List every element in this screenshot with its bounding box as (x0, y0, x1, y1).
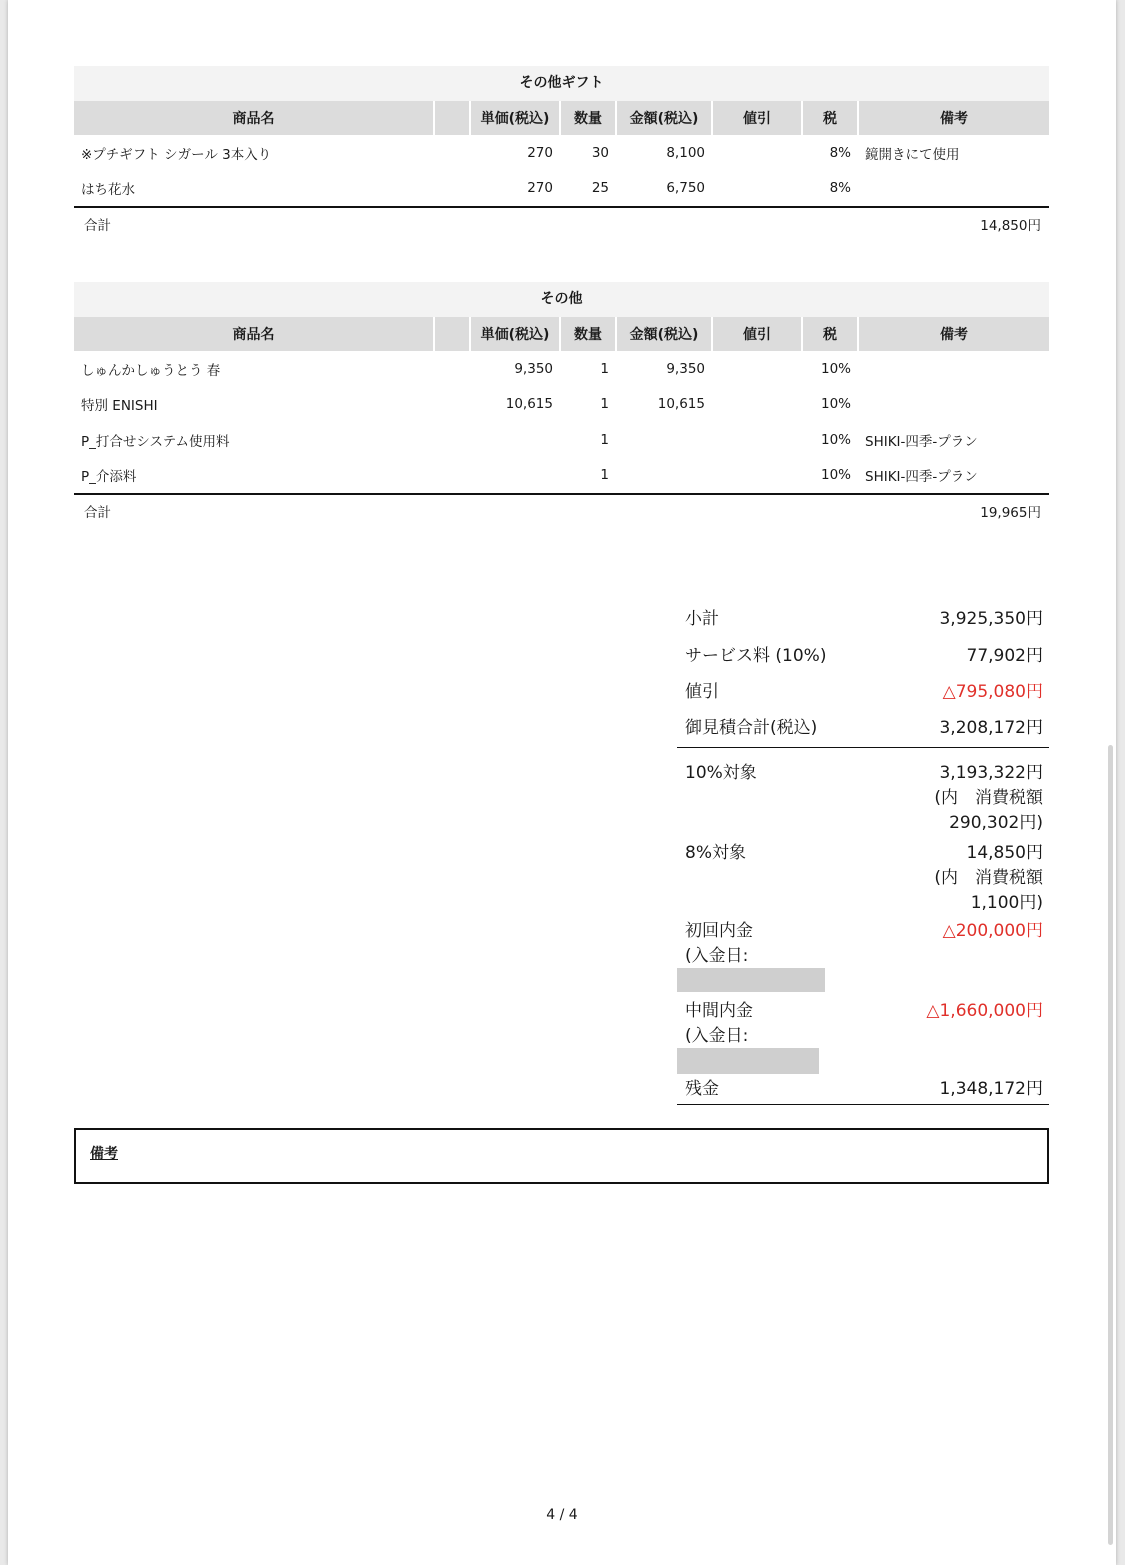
item-discount (712, 387, 802, 423)
item-tax: 8% (802, 171, 858, 208)
item-qty: 1 (600, 431, 609, 448)
total-value: 14,850円 (980, 218, 1041, 234)
first-deposit-date-label: (入金日: (685, 946, 749, 966)
item-price (470, 422, 560, 458)
item-name: しゅんかしゅうとう 春 (81, 362, 221, 379)
col-header-qty: 数量 (560, 101, 616, 135)
item-note (858, 171, 1049, 208)
item-amount: 8,100 (666, 144, 705, 161)
item-discount (712, 135, 802, 171)
item-amount (616, 422, 712, 458)
discount-value: △795,080円 (942, 682, 1043, 702)
item-tax: 10% (820, 431, 851, 448)
col-header-blank (434, 101, 470, 135)
item-amount: 10,615 (657, 396, 705, 413)
item-qty: 1 (560, 458, 616, 495)
estimate-total-value: 3,208,172円 (939, 718, 1043, 738)
item-amount: 9,350 (666, 360, 705, 377)
item-price (470, 458, 560, 495)
item-qty: 30 (591, 144, 609, 161)
col-header-discount: 値引 (712, 101, 802, 135)
redacted-date-block (677, 1048, 819, 1074)
first-deposit-label-block (685, 916, 825, 992)
section-total-row (74, 495, 1049, 531)
item-name: ※プチギフト シガール 3本入り (81, 146, 272, 163)
item-amount: 6,750 (616, 171, 712, 208)
total-label: 合計 (84, 218, 111, 234)
mid-deposit-label-block (685, 996, 819, 1074)
balance-value: 1,348,172円 (939, 1079, 1043, 1099)
col-header-amount: 金額(税込) (616, 101, 712, 135)
ten-percent-label: 10%対象 (685, 763, 757, 783)
table-header-row (74, 317, 1049, 351)
item-discount (712, 422, 802, 458)
first-deposit-value: △200,000円 (942, 921, 1043, 941)
estimate-total-row (677, 713, 1049, 748)
table-row (74, 458, 1049, 495)
item-price: 270 (470, 171, 560, 208)
col-header-name: 商品名 (74, 317, 434, 351)
gift-table (74, 101, 1049, 208)
balance-label: 残金 (685, 1079, 719, 1099)
item-price: 10,615 (505, 396, 553, 413)
col-header-note: 備考 (858, 101, 1049, 135)
item-qty: 1 (600, 360, 609, 377)
page-indicator: 4 / 4 (546, 1507, 578, 1523)
total-value: 19,965円 (980, 505, 1041, 521)
col-header-discount: 値引 (712, 317, 802, 351)
col-header-price: 単価(税込) (470, 317, 560, 351)
redacted-date-block (677, 968, 825, 992)
total-label: 合計 (84, 505, 111, 521)
item-note (858, 387, 1049, 423)
col-header-tax: 税 (802, 317, 858, 351)
item-discount (712, 458, 802, 495)
ten-percent-tax-value: 290,302円) (949, 813, 1043, 833)
item-amount (616, 458, 712, 495)
gift-section (74, 66, 1049, 244)
other-table (74, 317, 1049, 495)
eight-percent-value: 14,850円 (966, 843, 1043, 863)
item-name: P_打合せシステム使用料 (81, 433, 230, 450)
eight-percent-label: 8%対象 (685, 843, 746, 863)
remarks-label: 備考 (90, 1146, 118, 1162)
discount-row (677, 677, 1049, 713)
ten-percent-tax-prefix: (内 消費税額 (934, 788, 1043, 808)
col-header-name: 商品名 (74, 101, 434, 135)
summary-block (677, 604, 1049, 1105)
subtotal-value: 3,925,350円 (939, 609, 1043, 629)
section-total-row (74, 208, 1049, 244)
scrollbar-thumb[interactable] (1108, 745, 1113, 1545)
mid-deposit-row (677, 996, 1049, 1074)
discount-label: 値引 (685, 682, 719, 702)
item-name: 特別 ENISHI (81, 398, 158, 415)
item-discount (712, 171, 802, 208)
subtotal-row (677, 604, 1049, 641)
item-tax: 10% (820, 396, 851, 413)
section-title: その他ギフト (74, 66, 1049, 101)
ten-percent-value: 3,193,322円 (939, 763, 1043, 783)
item-tax: 10% (802, 458, 858, 495)
table-row (74, 422, 1049, 458)
eight-percent-tax-value: 1,100円) (970, 893, 1043, 913)
table-header-row (74, 101, 1049, 135)
col-header-blank (434, 317, 470, 351)
eight-percent-tax-prefix: (内 消費税額 (934, 868, 1043, 888)
item-price: 270 (527, 144, 553, 161)
col-header-price: 単価(税込) (470, 101, 560, 135)
table-row (74, 351, 1049, 387)
balance-row (677, 1074, 1049, 1105)
first-deposit-label: 初回内金 (685, 921, 753, 941)
mid-deposit-date-label: (入金日: (685, 1026, 749, 1046)
remarks-box (74, 1128, 1049, 1184)
service-fee-label: サービス料 (10%) (685, 646, 827, 666)
item-note: SHIKI-四季-プラン (865, 433, 978, 450)
col-header-note: 備考 (858, 317, 1049, 351)
item-name: P_介添料 (74, 458, 434, 495)
item-qty: 1 (600, 396, 609, 413)
estimate-total-label: 御見積合計(税込) (685, 718, 818, 738)
table-row (74, 387, 1049, 423)
section-title: その他 (74, 282, 1049, 317)
item-price: 9,350 (514, 360, 553, 377)
document-page (8, 0, 1116, 1565)
eight-percent-value-block (934, 838, 1043, 913)
col-header-amount: 金額(税込) (616, 317, 712, 351)
col-header-tax: 税 (802, 101, 858, 135)
ten-percent-row (677, 748, 1049, 838)
first-deposit-row (677, 916, 1049, 996)
mid-deposit-value: △1,660,000円 (926, 1001, 1043, 1021)
table-row (74, 171, 1049, 208)
item-discount (712, 351, 802, 387)
item-note: 鏡開きにて使用 (865, 146, 960, 163)
subtotal-label: 小計 (685, 609, 719, 629)
col-header-qty: 数量 (560, 317, 616, 351)
other-section (74, 282, 1049, 531)
eight-percent-row (677, 838, 1049, 916)
mid-deposit-label: 中間内金 (685, 1001, 753, 1021)
item-note: SHIKI-四季-プラン (858, 458, 1049, 495)
item-qty: 25 (560, 171, 616, 208)
service-fee-row (677, 641, 1049, 677)
ten-percent-value-block (934, 758, 1043, 833)
item-note (858, 351, 1049, 387)
item-name: はち花水 (74, 171, 434, 208)
service-fee-value: 77,902円 (966, 646, 1043, 666)
table-row (74, 135, 1049, 171)
item-tax: 10% (820, 360, 851, 377)
item-tax: 8% (829, 144, 851, 161)
